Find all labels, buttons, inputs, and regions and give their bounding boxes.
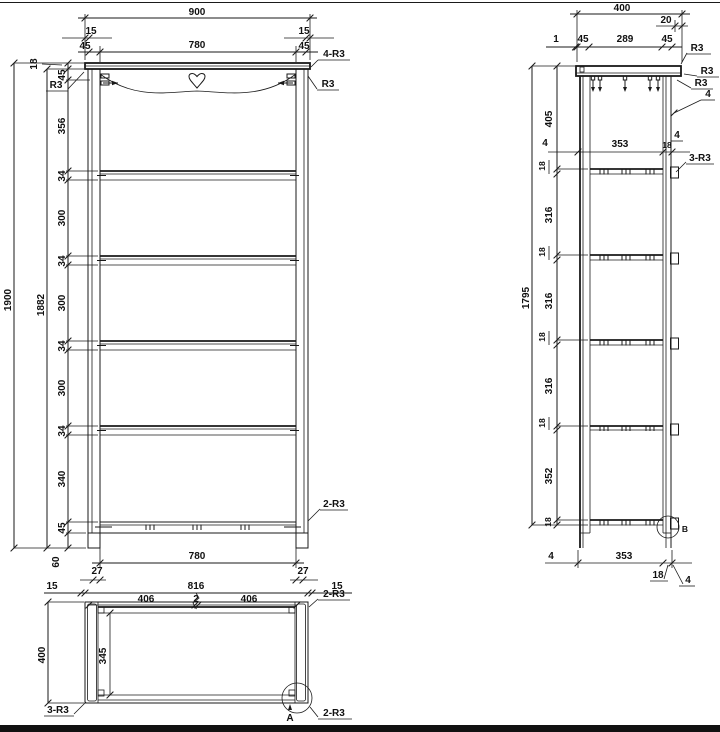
shelf-4 bbox=[97, 426, 299, 435]
dim-18-s3: 18 bbox=[537, 332, 547, 342]
dim-18-s1: 18 bbox=[537, 161, 547, 171]
dim-900: 900 bbox=[188, 7, 206, 18]
title-bar bbox=[0, 725, 720, 732]
note-r3-side-2: R3 bbox=[700, 66, 714, 77]
dim-34-2: 34 bbox=[57, 255, 68, 267]
note-2r3-plan-top: 2-R3 bbox=[323, 589, 345, 600]
dim-18-353-top: 18 bbox=[662, 140, 672, 150]
dim-406-left: 406 bbox=[137, 594, 155, 605]
side-view bbox=[521, 3, 719, 586]
plan-right-leg bbox=[297, 604, 306, 701]
dim-400-plan: 400 bbox=[37, 646, 48, 664]
dim-27-right: 27 bbox=[297, 566, 309, 577]
dim-45-chain-bottom: 45 bbox=[57, 522, 68, 534]
dim-27-left: 27 bbox=[91, 566, 103, 577]
note-4r3: 4-R3 bbox=[323, 49, 345, 60]
note-3r3-plan: 3-R3 bbox=[47, 705, 69, 716]
dim-316-2: 316 bbox=[544, 292, 555, 310]
dim-15-plan-right: 15 bbox=[331, 581, 343, 592]
plan-frame bbox=[85, 602, 308, 703]
left-leg bbox=[88, 69, 100, 548]
heart-cutout bbox=[189, 73, 205, 88]
shelf-1 bbox=[97, 171, 299, 180]
dim-18-bottom: 18 bbox=[543, 517, 553, 527]
dim-45-left: 45 bbox=[79, 41, 91, 52]
dim-18-s4: 18 bbox=[537, 418, 547, 428]
dim-780-bottom: 780 bbox=[188, 551, 206, 562]
dim-45-right: 45 bbox=[298, 41, 310, 52]
dim-60: 60 bbox=[51, 556, 62, 568]
note-2r3-plan-bottom: 2-R3 bbox=[323, 708, 345, 719]
dim-289: 289 bbox=[616, 34, 634, 45]
dim-300-3: 300 bbox=[57, 379, 68, 397]
dim-1882: 1882 bbox=[36, 293, 47, 317]
detail-circle-b bbox=[657, 516, 679, 538]
dim-45-side-right: 45 bbox=[661, 34, 673, 45]
dim-356: 356 bbox=[57, 117, 68, 135]
side-shelf-2 bbox=[590, 253, 679, 264]
front-view bbox=[3, 7, 350, 583]
side-shelf-4 bbox=[590, 424, 679, 435]
dim-1: 1 bbox=[553, 34, 559, 45]
dim-45-chain-top: 45 bbox=[57, 69, 68, 81]
dim-4-bottom-right: 4 bbox=[685, 575, 691, 586]
dim-34-3: 34 bbox=[57, 340, 68, 352]
bottom-rail bbox=[95, 522, 301, 533]
dim-4-353-left: 4 bbox=[542, 138, 548, 149]
detail-b-label: B bbox=[681, 524, 689, 534]
dim-18-bottom-right: 18 bbox=[652, 570, 664, 581]
note-2r3-front: 2-R3 bbox=[323, 499, 345, 510]
dim-316-1: 316 bbox=[544, 206, 555, 224]
dim-300-2: 300 bbox=[57, 294, 68, 312]
dim-15-plan-left: 15 bbox=[46, 581, 58, 592]
dim-345: 345 bbox=[98, 647, 109, 665]
dim-316-3: 316 bbox=[544, 377, 555, 395]
dim-4-353-top: 4 bbox=[674, 130, 680, 141]
right-bracket bbox=[278, 74, 295, 85]
dim-353-top: 353 bbox=[611, 139, 629, 150]
dim-353-bottom: 353 bbox=[615, 551, 633, 562]
dim-1795: 1795 bbox=[521, 286, 532, 310]
note-r3-left: R3 bbox=[49, 80, 63, 91]
dim-352: 352 bbox=[544, 467, 555, 485]
side-bottom-rail bbox=[590, 518, 679, 529]
dim-1900: 1900 bbox=[3, 288, 14, 312]
plan-left-leg bbox=[88, 604, 97, 701]
dim-45-side-left: 45 bbox=[577, 34, 589, 45]
dim-300-1: 300 bbox=[57, 209, 68, 227]
dim-4-top-right: 4 bbox=[705, 89, 711, 100]
note-r3-side-3: R3 bbox=[694, 78, 708, 89]
dim-405: 405 bbox=[544, 110, 555, 128]
dim-18-s2: 18 bbox=[537, 247, 547, 257]
right-leg bbox=[296, 69, 308, 548]
dim-34-1: 34 bbox=[57, 170, 68, 182]
shelf-3 bbox=[97, 341, 299, 350]
dim-15-left: 15 bbox=[85, 26, 97, 37]
dim-816: 816 bbox=[187, 581, 205, 592]
dim-2: 2 bbox=[193, 594, 199, 605]
dim-20: 20 bbox=[660, 15, 672, 26]
dim-780-top: 780 bbox=[188, 40, 206, 51]
dim-400-side: 400 bbox=[613, 3, 631, 14]
dim-18-top: 18 bbox=[29, 58, 40, 70]
plan-view bbox=[37, 581, 352, 724]
side-top-board bbox=[576, 66, 681, 76]
detail-a-arrow bbox=[288, 704, 292, 710]
left-bracket bbox=[101, 74, 118, 85]
note-r3-right: R3 bbox=[321, 79, 335, 90]
apron-curve bbox=[100, 74, 296, 93]
note-r3-side-1: R3 bbox=[690, 43, 704, 54]
side-shelf-1 bbox=[590, 167, 679, 178]
dim-406-right: 406 bbox=[240, 594, 258, 605]
dim-15-right: 15 bbox=[298, 26, 310, 37]
dim-34-4: 34 bbox=[57, 425, 68, 437]
sheet-border bbox=[0, 3, 720, 732]
shelf-2 bbox=[97, 256, 299, 265]
side-shelf-3 bbox=[590, 338, 679, 349]
note-3r3-side: 3-R3 bbox=[689, 153, 711, 164]
dim-340: 340 bbox=[57, 470, 68, 488]
dim-4-bottom-left: 4 bbox=[548, 551, 554, 562]
detail-a-label: A bbox=[286, 713, 294, 724]
